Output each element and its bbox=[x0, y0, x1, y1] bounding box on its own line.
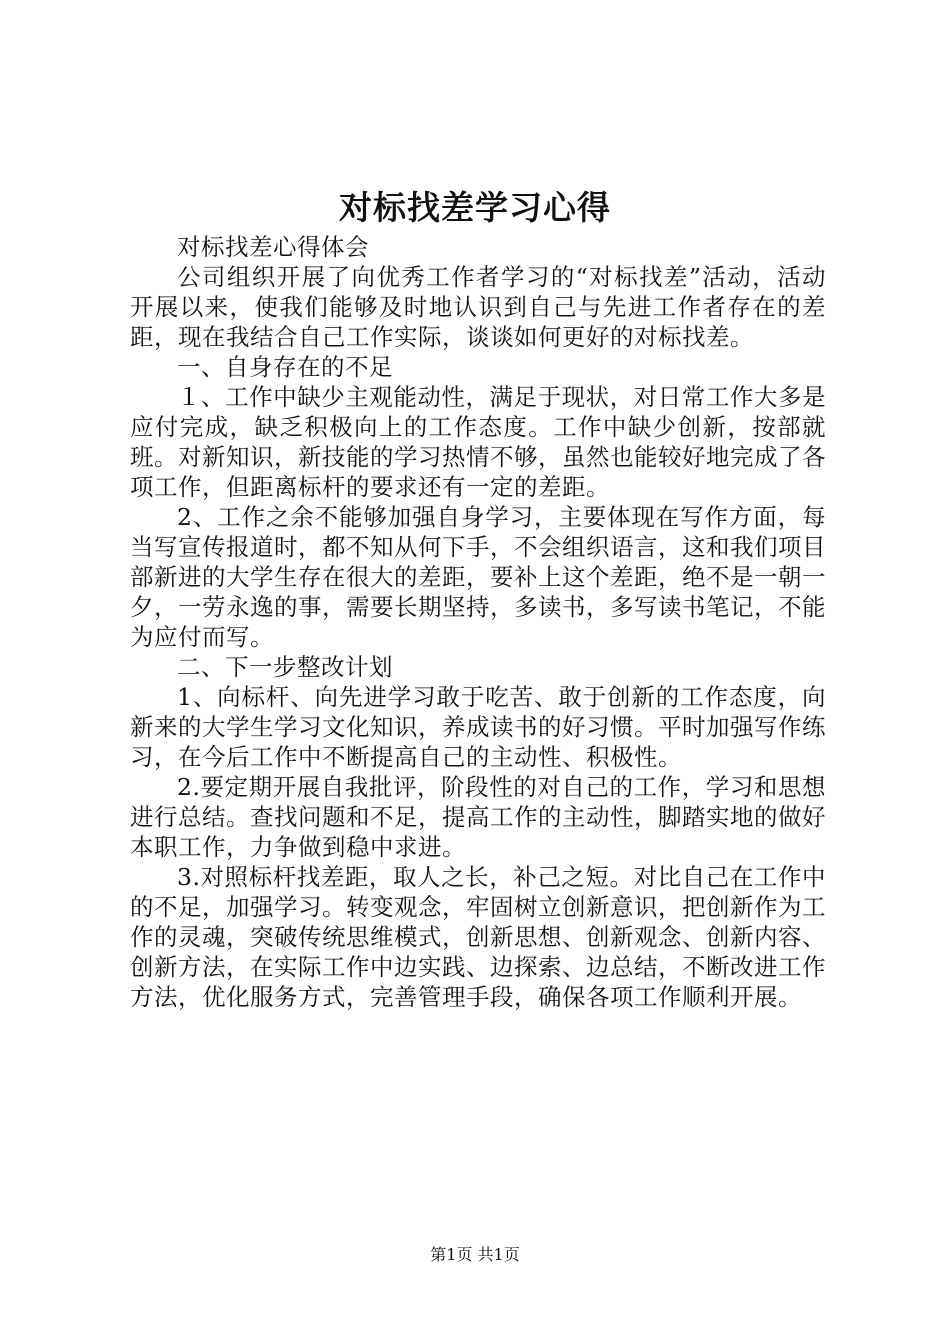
page-number-footer: 第1页 共1页 bbox=[430, 1245, 520, 1264]
shortcoming-item-1: １、工作中缺少主观能动性，满足于现状，对日常工作大多是应付完成，缺乏积极向上的工作态度。工作中缺少创新，按部就班。对新知识，新技能的学习热情不够，虽然也能较好地完成了各项工作，但距离标杆的要求还有一定的差距。 bbox=[130, 383, 826, 501]
plan-item-1: 1、向标杆、向先进学习敢于吃苦、敢于创新的工作态度，向新来的大学生学习文化知识，养成读书的好习惯。平时加强写作练习，在今后工作中不断提高自己的主动性、积极性。 bbox=[130, 683, 826, 771]
subtitle-paragraph: 对标找差心得体会 bbox=[177, 233, 369, 261]
plan-item-3: 3.对照标杆找差距，取人之长，补己之短。对比自己在工作中的不足，加强学习。转变观念，牢固树立创新意识，把创新作为工作的灵魂，突破传统思维模式，创新思想、创新观念、创新内容、创新方法，在实际工作中边实践、边探索、边总结，不断改进工作方法，优化服务方式，完善管理手段，确保各项工作顺利开展。 bbox=[130, 863, 826, 1011]
section-heading-plan: 二、下一步整改计划 bbox=[177, 653, 393, 681]
section-heading-shortcomings: 一、自身存在的不足 bbox=[177, 353, 393, 381]
shortcoming-item-2: 2、工作之余不能够加强自身学习，主要体现在写作方面，每当写宣传报道时，都不知从何下手，不会组织语言，这和我们项目部新进的大学生存在很大的差距，要补上这个差距，绝不是一朝一夕，一劳永逸的事，需要长期坚持，多读书，多写读书笔记，不能为应付而写。 bbox=[130, 503, 826, 651]
intro-paragraph: 公司组织开展了向优秀工作者学习的“对标找差”活动，活动开展以来，使我们能够及时地认识到自己与先进工作者存在的差距，现在我结合自己工作实际，谈谈如何更好的对标找差。 bbox=[130, 263, 826, 351]
document-body bbox=[130, 232, 826, 1012]
document-title: 对标找差学习心得 bbox=[339, 188, 611, 227]
plan-item-2: 2.要定期开展自我批评，阶段性的对自己的工作，学习和思想进行总结。查找问题和不足，提高工作的主动性，脚踏实地的做好本职工作，力争做到稳中求进。 bbox=[130, 773, 826, 861]
